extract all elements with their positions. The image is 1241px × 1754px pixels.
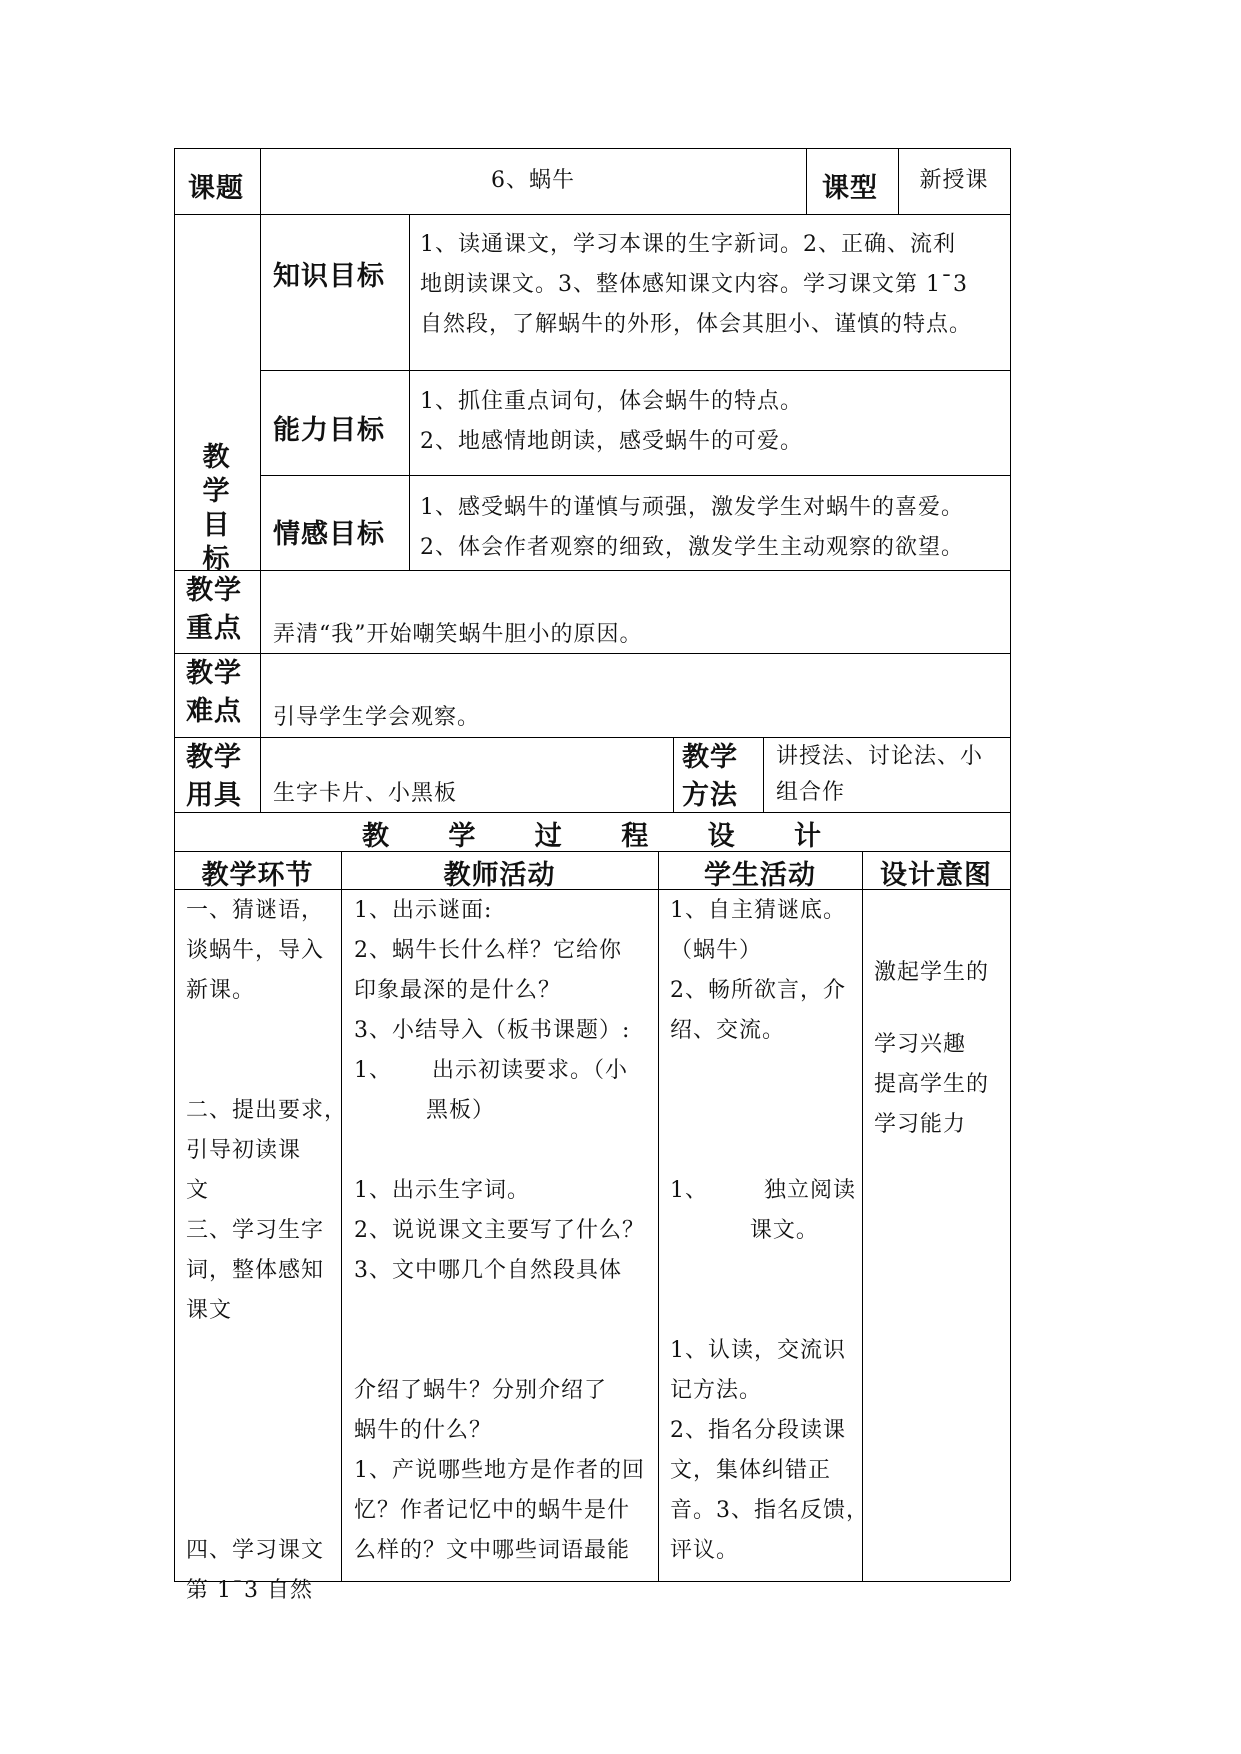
difficulties-value: 引导学生学会观察。 bbox=[273, 705, 481, 730]
topic-label: 课题 bbox=[188, 173, 244, 204]
knowledge-label: 知识目标 bbox=[273, 261, 385, 292]
key-points-label-line: 重点 bbox=[186, 613, 242, 644]
intent-line: 学习兴趣 bbox=[874, 1032, 967, 1057]
student-line: 1、自主猜谜底。 bbox=[670, 898, 846, 923]
teacher-line: 黑板） bbox=[354, 1098, 495, 1123]
stage-line: 新课。 bbox=[186, 978, 256, 1003]
teacher-line: 1、出示生字词。 bbox=[354, 1178, 530, 1203]
method-label-line: 教学 bbox=[682, 742, 738, 773]
stage-line: 词，整体感知 bbox=[186, 1258, 325, 1283]
teacher-line: 2、蜗牛长什么样？它给你 bbox=[354, 938, 622, 963]
student-line bbox=[670, 1251, 860, 1291]
objectives-group-char: 教 bbox=[202, 442, 230, 473]
process-title-char: 过 bbox=[534, 821, 563, 852]
stage-line: 谈蜗牛，导入 bbox=[186, 938, 325, 963]
difficulties-label bbox=[186, 655, 242, 731]
col-divider bbox=[658, 851, 659, 1581]
teacher-line: 么样的？文中哪些词语最能 bbox=[354, 1538, 631, 1563]
teacher-line: 2、说说课文主要写了什么？ bbox=[354, 1218, 645, 1243]
row-divider bbox=[174, 214, 1010, 215]
process-title-char: 学 bbox=[448, 821, 477, 852]
student-line: 记方法。 bbox=[670, 1378, 763, 1403]
emotion-label: 情感目标 bbox=[273, 519, 385, 550]
column-header-stage: 教学环节 bbox=[201, 860, 314, 891]
col-divider bbox=[409, 214, 410, 570]
stage-line: 第 1¯3 自然 bbox=[186, 1578, 313, 1603]
teacher-line: 1、产说哪些地方是作者的回 bbox=[354, 1458, 645, 1483]
tools-label-line: 用具 bbox=[186, 780, 242, 811]
stage-line bbox=[186, 1491, 336, 1531]
column-header-intent: 设计意图 bbox=[880, 860, 992, 891]
intent-line: 学习能力 bbox=[874, 1112, 967, 1137]
method-line: 组合作 bbox=[776, 780, 846, 805]
intent-column bbox=[874, 953, 1006, 1145]
stage-line: 三、学习生字 bbox=[186, 1218, 325, 1243]
teacher-line: 3、小结导入（板书课题）: bbox=[354, 1018, 631, 1043]
tools-label bbox=[186, 739, 242, 815]
student-line bbox=[670, 1091, 860, 1131]
student-line: 1、 独立阅读 bbox=[670, 1178, 856, 1203]
teacher-line: 1、出示谜面: bbox=[354, 898, 493, 923]
ability-line: 2、地感情地朗读，感受蜗牛的可爱。 bbox=[420, 429, 803, 454]
objectives-group-char: 学 bbox=[202, 476, 230, 507]
row-divider bbox=[260, 370, 1010, 371]
knowledge-content bbox=[420, 225, 972, 345]
student-line bbox=[670, 1051, 860, 1091]
stage-line bbox=[186, 1411, 336, 1451]
table-border bbox=[174, 148, 1010, 149]
difficulties-label-line: 教学 bbox=[186, 658, 242, 689]
topic-value: 6、蜗牛 bbox=[491, 168, 575, 193]
process-title-char: 程 bbox=[621, 821, 650, 852]
teacher-line bbox=[354, 1131, 654, 1171]
tools-value: 生字卡片、小黑板 bbox=[273, 781, 458, 806]
teacher-line bbox=[354, 1331, 654, 1371]
col-divider bbox=[260, 148, 261, 812]
col-divider bbox=[673, 737, 674, 812]
teacher-line: 3、文中哪几个自然段具体 bbox=[354, 1258, 622, 1283]
method-value bbox=[776, 739, 983, 811]
student-line: 1、认读，交流识 bbox=[670, 1338, 846, 1363]
tools-label-line: 教学 bbox=[186, 742, 242, 773]
emotion-content bbox=[420, 488, 964, 568]
objectives-group-label bbox=[199, 441, 233, 577]
intent-line: 激起学生的 bbox=[874, 960, 990, 985]
row-divider bbox=[174, 570, 1010, 571]
col-divider bbox=[763, 737, 764, 812]
stage-line bbox=[186, 1051, 336, 1091]
ability-line: 1、抓住重点词句，体会蜗牛的特点。 bbox=[420, 389, 803, 414]
emotion-line: 1、感受蜗牛的谨慎与顽强，激发学生对蜗牛的喜爱。 bbox=[420, 495, 964, 520]
table-border bbox=[1010, 148, 1011, 1581]
stage-line: 二、提出要求， bbox=[186, 1098, 348, 1123]
knowledge-line: 自然段，了解蜗牛的外形，体会其胆小、谨慎的特点。 bbox=[420, 312, 973, 337]
student-line: 评议。 bbox=[670, 1538, 740, 1563]
student-line: （蜗牛） bbox=[670, 938, 763, 963]
teacher-column bbox=[354, 891, 654, 1571]
objectives-group-char: 标 bbox=[202, 544, 230, 575]
student-line: 2、指名分段读课 bbox=[670, 1418, 846, 1443]
difficulties-label-line: 难点 bbox=[186, 696, 242, 727]
type-value: 新授课 bbox=[919, 168, 989, 193]
column-header-teacher: 教师活动 bbox=[443, 860, 556, 891]
stage-line bbox=[186, 1011, 336, 1051]
student-line: 音。3、指名反馈， bbox=[670, 1498, 869, 1523]
teacher-line bbox=[354, 1291, 654, 1331]
stage-line: 四、学习课文 bbox=[186, 1538, 325, 1563]
student-line: 绍、交流。 bbox=[670, 1018, 786, 1043]
col-divider bbox=[806, 148, 807, 214]
student-line bbox=[670, 1291, 860, 1331]
student-line: 课文。 bbox=[670, 1218, 819, 1243]
teacher-line: 介绍了蜗牛？分别介绍了 bbox=[354, 1378, 608, 1403]
key-points-label-line: 教学 bbox=[186, 575, 242, 606]
key-points-value: 弄清“我”开始嘲笑蜗牛胆小的原因。 bbox=[273, 622, 643, 647]
stage-line: 一、猜谜语， bbox=[186, 898, 325, 923]
stage-line: 文 bbox=[186, 1178, 210, 1203]
teacher-line: 忆？作者记忆中的蜗牛是什 bbox=[354, 1498, 631, 1523]
ability-content bbox=[420, 382, 803, 462]
knowledge-line: 地朗读课文。3、整体感知课文内容。学习课文第 1¯3 bbox=[420, 272, 968, 297]
process-title-char: 计 bbox=[794, 821, 823, 852]
student-column bbox=[670, 891, 869, 1571]
knowledge-line: 1、读通课文，学习本课的生字新词。2、正确、流利 bbox=[420, 232, 956, 257]
type-label: 课型 bbox=[822, 173, 878, 204]
student-line: 2、畅所欲言，介 bbox=[670, 978, 846, 1003]
objectives-group-char: 目 bbox=[202, 510, 230, 541]
student-line bbox=[670, 1131, 860, 1171]
emotion-line: 2、体会作者观察的细致，激发学生主动观察的欲望。 bbox=[420, 535, 964, 560]
method-line: 讲授法、讨论法、小 bbox=[776, 744, 984, 769]
stage-line bbox=[186, 1331, 336, 1371]
row-divider bbox=[260, 475, 1010, 476]
col-divider bbox=[862, 851, 863, 1581]
col-divider bbox=[341, 851, 342, 1581]
method-label-line: 方法 bbox=[682, 780, 738, 811]
teacher-line: 蜗牛的什么？ bbox=[354, 1418, 493, 1443]
teacher-line: 印象最深的是什么？ bbox=[354, 978, 562, 1003]
stage-line bbox=[186, 1451, 336, 1491]
stage-line bbox=[186, 1371, 336, 1411]
student-line: 文，集体纠错正 bbox=[670, 1458, 832, 1483]
key-points-label bbox=[186, 572, 242, 648]
teacher-line: 1、 出示初读要求。（小 bbox=[354, 1058, 628, 1083]
method-label bbox=[682, 739, 738, 815]
intent-line: 提高学生的 bbox=[874, 1072, 990, 1097]
stage-line: 课文 bbox=[186, 1298, 233, 1323]
stage-column bbox=[186, 891, 348, 1611]
process-title-char: 设 bbox=[707, 821, 736, 852]
column-header-student: 学生活动 bbox=[704, 860, 816, 891]
process-title bbox=[174, 814, 1010, 853]
process-title-char: 教 bbox=[361, 821, 390, 852]
stage-line: 引导初读课 bbox=[186, 1138, 302, 1163]
ability-label: 能力目标 bbox=[273, 415, 385, 446]
